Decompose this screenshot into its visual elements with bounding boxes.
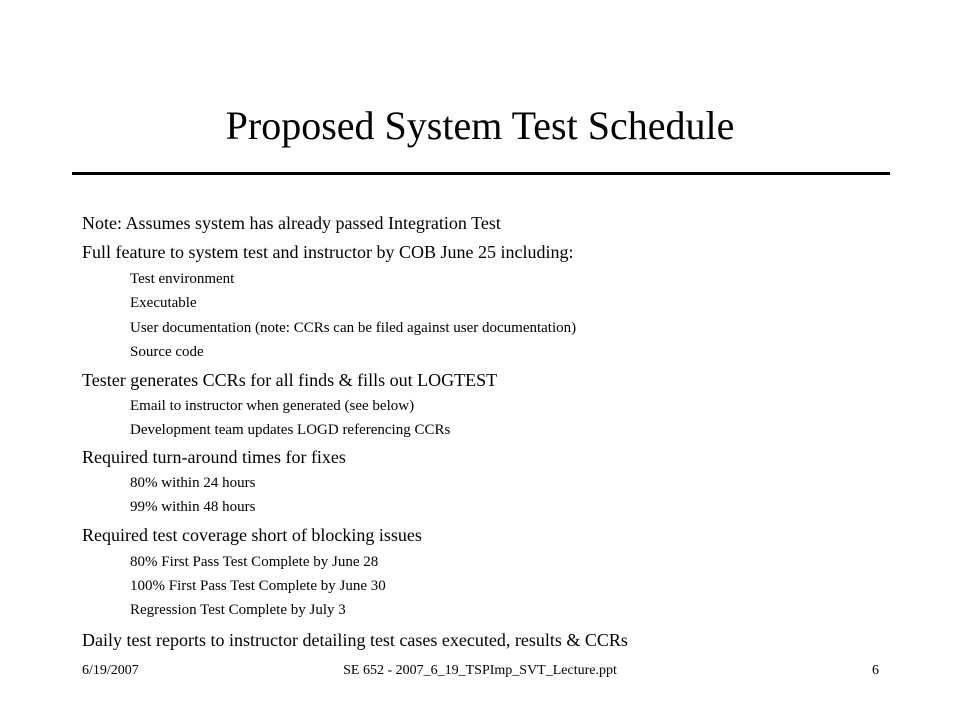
sub-bullet-item: Development team updates LOGD referencing CCRs: [130, 422, 451, 438]
sub-bullet-item: 100% First Pass Test Complete by June 30: [130, 578, 386, 594]
footer-filename: SE 652 - 2007_6_19_TSPImp_SVT_Lecture.ppt: [343, 663, 617, 678]
sub-bullet-item: Email to instructor when generated (see below): [130, 398, 415, 414]
footer-date: 6/19/2007: [82, 663, 139, 678]
sub-bullet-item: User documentation (note: CCRs can be filed against user documentation): [130, 320, 577, 336]
bullet-item: Note: Assumes system has already passed Integration Test: [82, 213, 501, 233]
sub-bullet-item: Test environment: [130, 271, 235, 287]
bullet-item: Tester generates CCRs for all finds & fills out LOGTEST: [82, 370, 498, 390]
sub-bullet-item: 80% within 24 hours: [130, 475, 256, 491]
sub-bullet-item: Source code: [130, 344, 204, 360]
bullet-item: Daily test reports to instructor detailing test cases executed, results & CCRs: [82, 630, 628, 650]
sub-bullet-item: Executable: [130, 295, 197, 311]
bullet-item: Required test coverage short of blocking issues: [82, 525, 422, 545]
slide-title: Proposed System Test Schedule: [225, 103, 735, 148]
sub-bullet-item: 80% First Pass Test Complete by June 28: [130, 554, 379, 570]
bullet-item: Full feature to system test and instructor by COB June 25 including:: [82, 242, 574, 262]
footer-page-number: 6: [872, 663, 879, 678]
bullet-item: Required turn-around times for fixes: [82, 447, 346, 467]
sub-bullet-item: Regression Test Complete by July 3: [130, 602, 346, 618]
sub-bullet-item: 99% within 48 hours: [130, 499, 256, 515]
